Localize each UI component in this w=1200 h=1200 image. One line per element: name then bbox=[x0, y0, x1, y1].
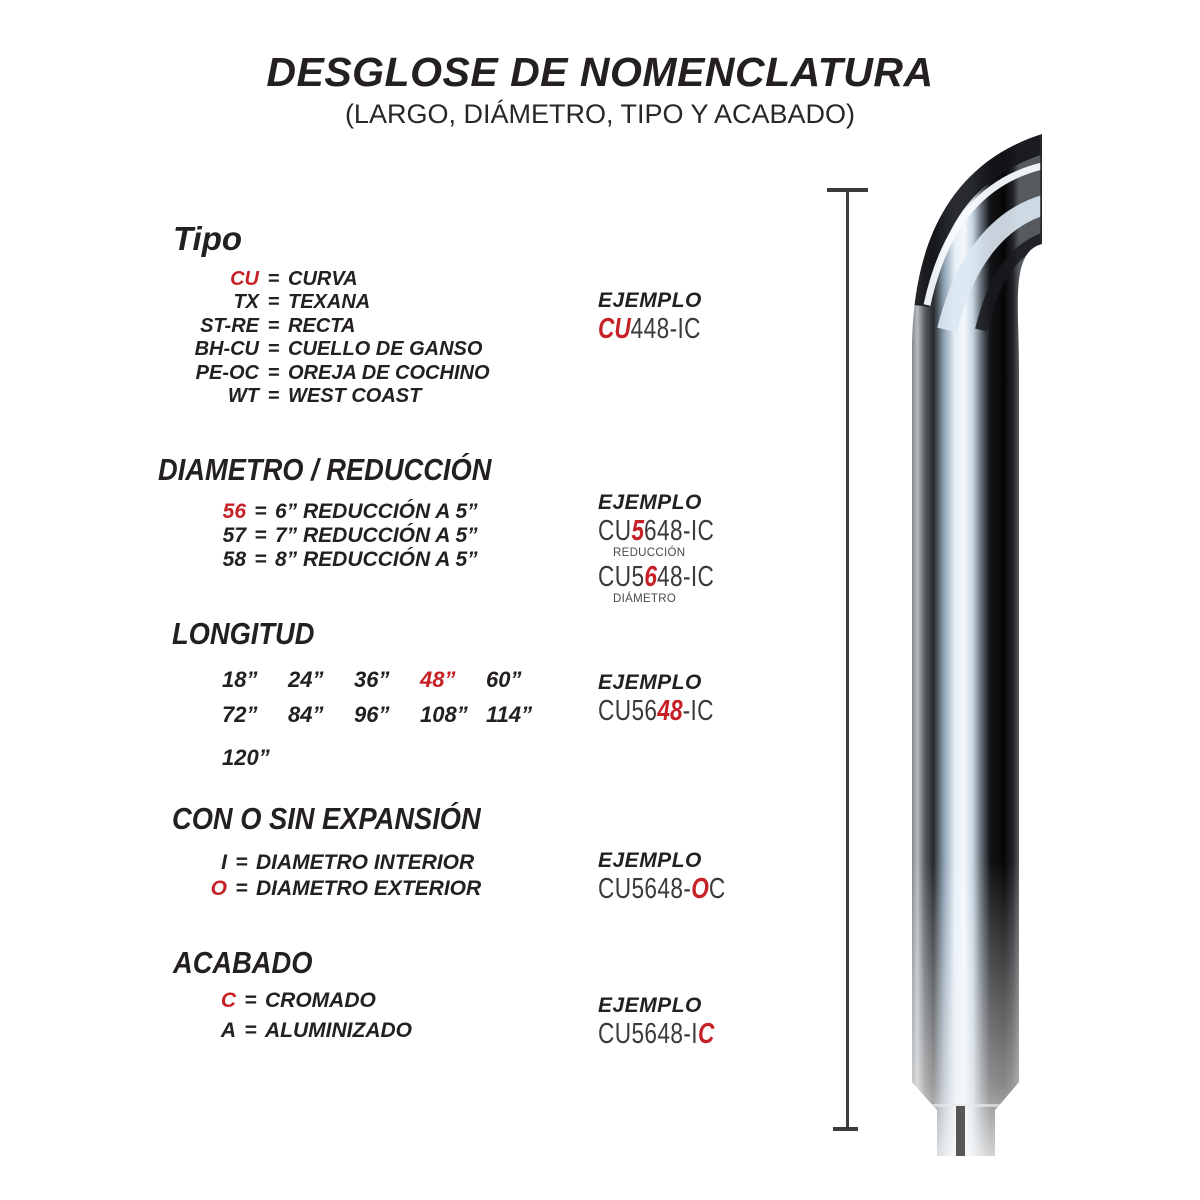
part-number-segment: CU5 bbox=[598, 561, 645, 594]
definition-row bbox=[158, 385, 490, 408]
length-value: 114” bbox=[486, 702, 533, 727]
example-label: EJEMPLO bbox=[598, 671, 702, 694]
part-number-segment: 48-IC bbox=[657, 561, 715, 594]
definition-row bbox=[158, 291, 490, 314]
part-number-segment: 648-IC bbox=[644, 515, 715, 547]
example-block-acabado bbox=[598, 995, 747, 1049]
definition-row bbox=[158, 850, 481, 876]
measurement-line bbox=[846, 190, 849, 1129]
tipo-definitions bbox=[158, 268, 490, 408]
diameter-code: 58 bbox=[222, 548, 246, 571]
example-part-number bbox=[598, 561, 715, 594]
code-meaning: DIAMETRO INTERIOR bbox=[256, 851, 475, 874]
definition-row bbox=[158, 268, 490, 291]
length-values-row-3 bbox=[222, 745, 270, 771]
part-number-segment: C bbox=[697, 1018, 715, 1050]
example-part-number bbox=[598, 515, 715, 547]
type-code: PE-OC bbox=[195, 361, 259, 384]
example-part-number bbox=[598, 313, 701, 345]
code-meaning: DIAMETRO EXTERIOR bbox=[256, 876, 482, 900]
example-block-expansion bbox=[598, 850, 762, 904]
diameter-code: 56 bbox=[222, 500, 246, 523]
part-number-segment: -IC bbox=[682, 695, 714, 727]
length-value: 72” bbox=[222, 702, 258, 727]
measurement-line-bottom-cap bbox=[833, 1127, 858, 1131]
part-number-segment: 5 bbox=[631, 515, 645, 547]
length-value: 120” bbox=[222, 745, 270, 770]
type-code: ST-RE bbox=[200, 314, 259, 337]
length-values-row-1 bbox=[222, 667, 521, 693]
part-number-segment: CU bbox=[598, 313, 631, 345]
length-value: 36” bbox=[354, 667, 390, 692]
section-heading-acabado: ACABADO bbox=[173, 945, 313, 980]
example-block-longitud bbox=[598, 672, 747, 726]
definition-row bbox=[158, 986, 412, 1016]
page-title: DESGLOSE DE NOMENCLATURA bbox=[266, 49, 934, 95]
expansion-code: O bbox=[210, 876, 227, 900]
length-value: 108” bbox=[420, 702, 468, 727]
equals-sign: = bbox=[254, 548, 267, 571]
diameter-code: 57 bbox=[222, 524, 246, 547]
part-number-segment: CU56 bbox=[598, 695, 658, 727]
definition-row bbox=[158, 500, 478, 524]
part-number-segment: O bbox=[691, 873, 709, 905]
length-value: 48” bbox=[420, 667, 456, 692]
page-subtitle: (LARGO, DIÁMETRO, TIPO Y ACABADO) bbox=[344, 99, 856, 129]
length-value: 24” bbox=[288, 667, 324, 692]
equals-sign: = bbox=[267, 268, 280, 290]
equals-sign: = bbox=[235, 851, 248, 874]
expansion-code: I bbox=[221, 851, 227, 874]
length-value: 96” bbox=[354, 702, 390, 727]
type-code: TX bbox=[233, 291, 259, 314]
part-number-segment: C bbox=[708, 873, 726, 905]
type-code: BH-CU bbox=[194, 338, 259, 361]
part-number-segment: 448-IC bbox=[630, 313, 701, 345]
part-number-segment: CU5648-I bbox=[598, 1018, 698, 1050]
example-part-number bbox=[598, 873, 726, 905]
part-number-segment: 48 bbox=[657, 695, 683, 727]
equals-sign: = bbox=[267, 314, 280, 337]
part-number-segment: CU5648- bbox=[598, 873, 692, 905]
code-meaning: ALUMINIZADO bbox=[265, 1019, 412, 1042]
pipe-bottom-fade bbox=[895, 860, 1065, 1160]
example-label: EJEMPLO bbox=[598, 994, 702, 1017]
length-value: 18” bbox=[222, 667, 258, 692]
section-heading-diametro: DIAMETRO / REDUCCIÓN bbox=[158, 452, 492, 487]
part-number-segment: CU bbox=[598, 515, 632, 547]
code-meaning: WEST COAST bbox=[288, 385, 422, 408]
definition-row bbox=[158, 362, 490, 385]
code-meaning: CROMADO bbox=[265, 989, 376, 1012]
code-meaning: 6” REDUCCIÓN A 5” bbox=[275, 500, 478, 523]
finish-code: C bbox=[220, 989, 236, 1012]
equals-sign: = bbox=[267, 291, 280, 314]
code-meaning: 8” REDUCCIÓN A 5” bbox=[275, 548, 478, 571]
code-meaning: CUELLO DE GANSO bbox=[288, 338, 483, 361]
equals-sign: = bbox=[267, 338, 280, 361]
definition-row bbox=[158, 315, 490, 338]
type-code: CU bbox=[230, 268, 259, 290]
equals-sign: = bbox=[244, 1019, 257, 1042]
example-part-number bbox=[598, 1018, 715, 1050]
equals-sign: = bbox=[235, 876, 248, 900]
example-block-tipo bbox=[598, 290, 730, 344]
measurement-line-top-cap bbox=[827, 188, 868, 192]
length-values-row-2 bbox=[222, 702, 532, 728]
code-meaning: OREJA DE COCHINO bbox=[288, 361, 490, 384]
code-meaning: 7” REDUCCIÓN A 5” bbox=[275, 524, 478, 547]
example-caption-reduccion: REDUCCIÓN bbox=[613, 546, 686, 559]
equals-sign: = bbox=[254, 500, 267, 523]
definition-row bbox=[158, 876, 481, 902]
example-block-diametro bbox=[598, 492, 747, 605]
pipe-nozzle-streak bbox=[956, 1106, 965, 1158]
section-heading-longitud: LONGITUD bbox=[172, 616, 315, 651]
code-meaning: CURVA bbox=[288, 268, 358, 290]
equals-sign: = bbox=[267, 361, 280, 384]
example-part-number bbox=[598, 695, 714, 727]
equals-sign: = bbox=[244, 989, 257, 1012]
acabado-definitions bbox=[158, 986, 412, 1046]
example-label: EJEMPLO bbox=[598, 289, 702, 312]
example-label: EJEMPLO bbox=[598, 491, 702, 514]
definition-row bbox=[158, 524, 478, 548]
example-label: EJEMPLO bbox=[598, 849, 702, 872]
expansion-definitions bbox=[158, 850, 481, 901]
finish-code: A bbox=[220, 1019, 236, 1042]
pipe-nozzle-seam bbox=[912, 1104, 1019, 1107]
section-heading-expansion: CON O SIN EXPANSIÓN bbox=[172, 801, 481, 836]
equals-sign: = bbox=[267, 385, 280, 408]
chrome-exhaust-stack-image bbox=[895, 125, 1065, 1165]
part-number-segment: 6 bbox=[644, 561, 658, 594]
code-meaning: RECTA bbox=[288, 314, 356, 337]
type-code: WT bbox=[227, 385, 259, 408]
example-caption-diametro: DIÁMETRO bbox=[613, 592, 677, 605]
diametro-definitions bbox=[158, 500, 478, 572]
definition-row bbox=[158, 548, 478, 572]
definition-row bbox=[158, 1016, 412, 1046]
length-value: 84” bbox=[288, 702, 324, 727]
definition-row bbox=[158, 338, 490, 361]
equals-sign: = bbox=[254, 524, 267, 547]
length-value: 60” bbox=[486, 667, 522, 692]
section-heading-tipo: Tipo bbox=[173, 220, 243, 257]
code-meaning: TEXANA bbox=[288, 291, 371, 314]
